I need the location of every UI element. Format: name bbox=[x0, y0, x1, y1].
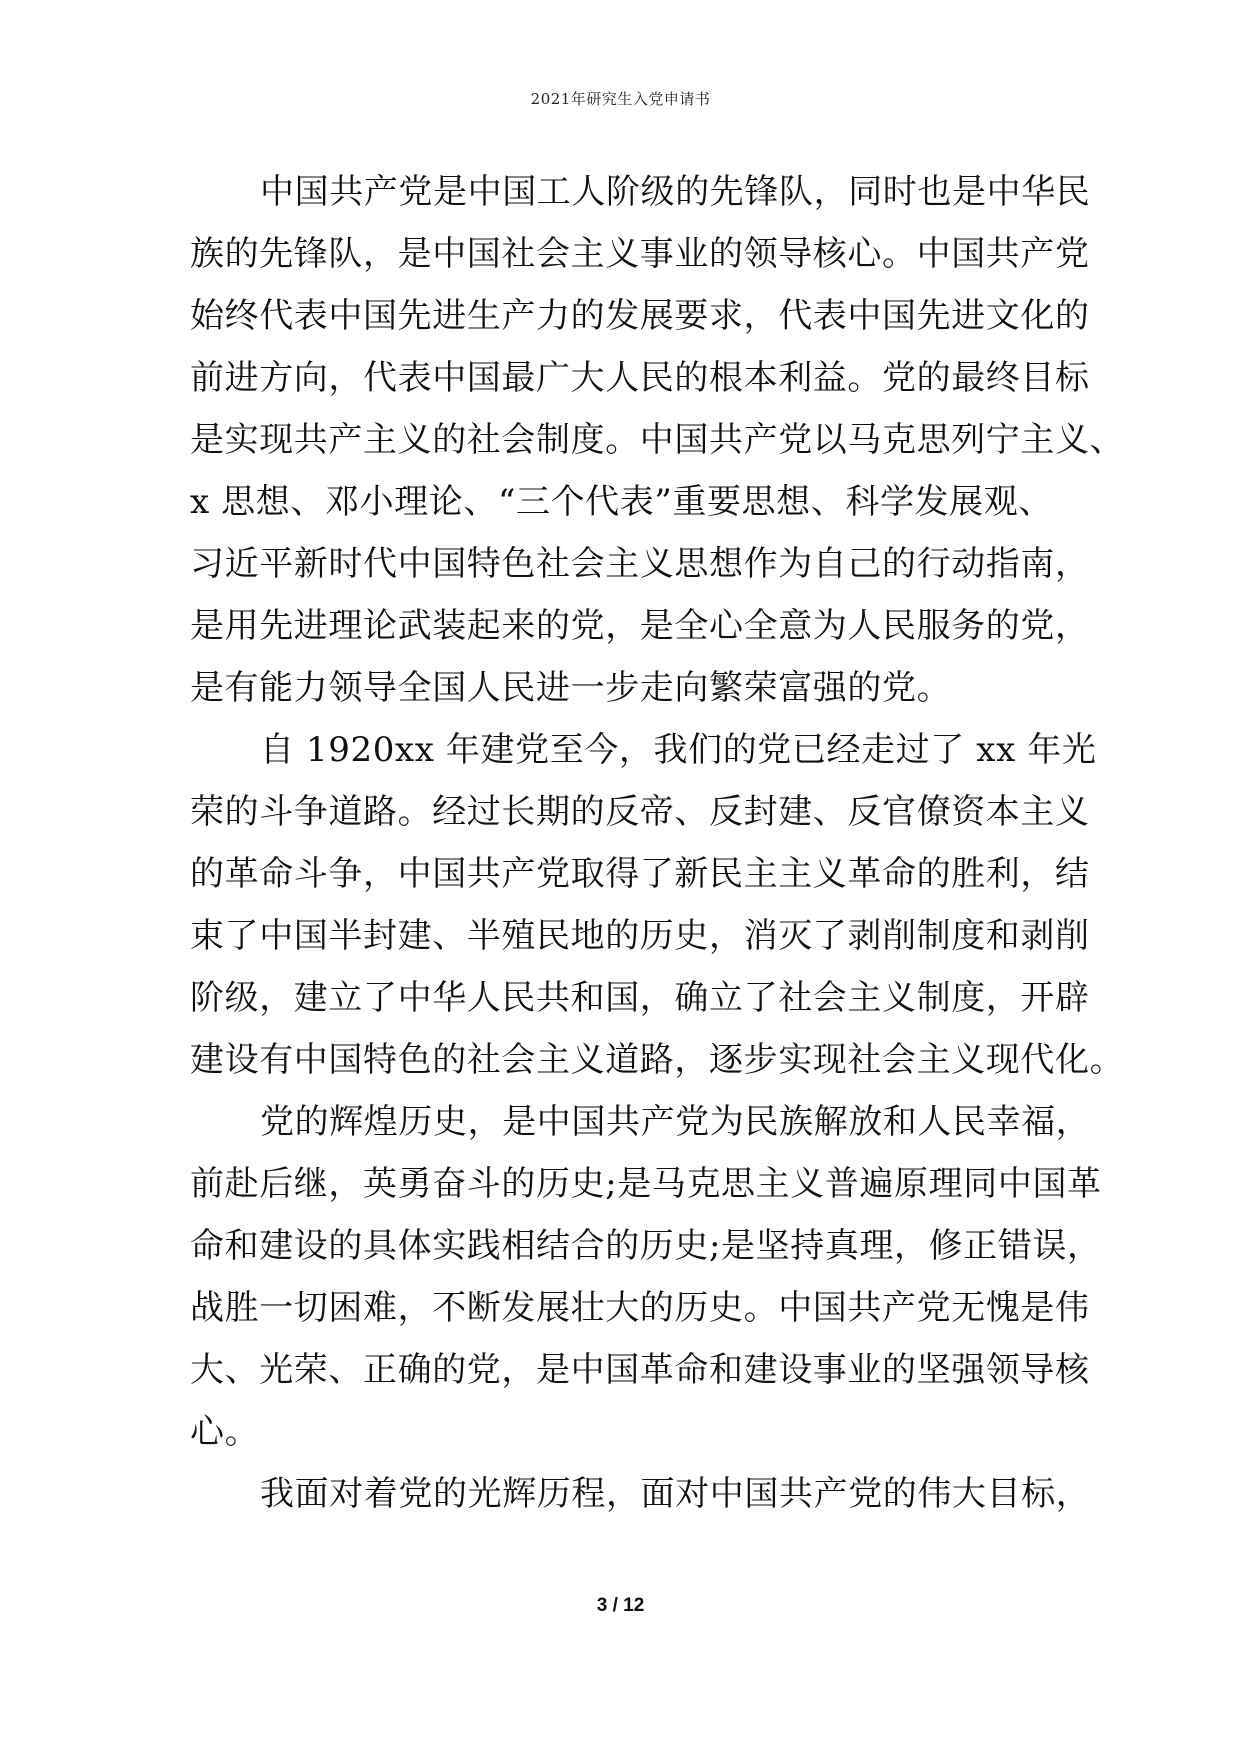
text-line: 命和建设的具体实践相结合的历史;是坚持真理，修正错误， bbox=[190, 1226, 1102, 1266]
text-line: 党的辉煌历史，是中国共产党为民族解放和人民幸福， bbox=[260, 1102, 1091, 1142]
text-line: 我面对着党的光辉历程，面对中国共产党的伟大目标， bbox=[260, 1474, 1091, 1514]
text-line: 中国共产党是中国工人阶级的先锋队，同时也是中华民 bbox=[260, 172, 1091, 212]
text-line: 心。 bbox=[190, 1412, 260, 1452]
text-line: 的革命斗争，中国共产党取得了新民主主义革命的胜利，结 bbox=[190, 854, 1090, 894]
document-header: 2021年研究生入党申请书 bbox=[530, 90, 711, 108]
text-line: 束了中国半封建、半殖民地的历史，消灭了剥削制度和剥削 bbox=[190, 916, 1090, 956]
text-line: 前进方向，代表中国最广大人民的根本利益。党的最终目标 bbox=[190, 358, 1090, 398]
text-line: 建设有中国特色的社会主义道路，逐步实现社会主义现代化。 bbox=[190, 1040, 1125, 1080]
text-line: x 思想、邓小理论、“三个代表”重要思想、科学发展观、 bbox=[190, 482, 1053, 522]
text-line: 阶级，建立了中华人民共和国，确立了社会主义制度，开辟 bbox=[190, 978, 1090, 1018]
text-line: 战胜一切困难，不断发展壮大的历史。中国共产党无愧是伟 bbox=[190, 1288, 1090, 1328]
text-line: 是实现共产主义的社会制度。中国共产党以马克思列宁主义、 bbox=[190, 420, 1125, 460]
text-line: 始终代表中国先进生产力的发展要求，代表中国先进文化的 bbox=[190, 296, 1090, 336]
text-line: 是有能力领导全国人民进一步走向繁荣富强的党。 bbox=[190, 668, 952, 708]
text-line: 习近平新时代中国特色社会主义思想作为自己的行动指南， bbox=[190, 544, 1090, 584]
text-line: 前赴后继，英勇奋斗的历史;是马克思主义普遍原理同中国革 bbox=[190, 1164, 1102, 1204]
text-line: 荣的斗争道路。经过长期的反帝、反封建、反官僚资本主义 bbox=[190, 792, 1090, 832]
text-line: 自 1920xx 年建党至今，我们的党已经走过了 xx 年光 bbox=[260, 730, 1097, 770]
text-line: 大、光荣、正确的党，是中国革命和建设事业的坚强领导核 bbox=[190, 1350, 1090, 1390]
text-line: 是用先进理论武装起来的党，是全心全意为人民服务的党， bbox=[190, 606, 1090, 646]
text-line: 族的先锋队，是中国社会主义事业的领导核心。中国共产党 bbox=[190, 234, 1090, 274]
document-body bbox=[190, 161, 1125, 1525]
page-number: 3 / 12 bbox=[596, 1595, 645, 1616]
